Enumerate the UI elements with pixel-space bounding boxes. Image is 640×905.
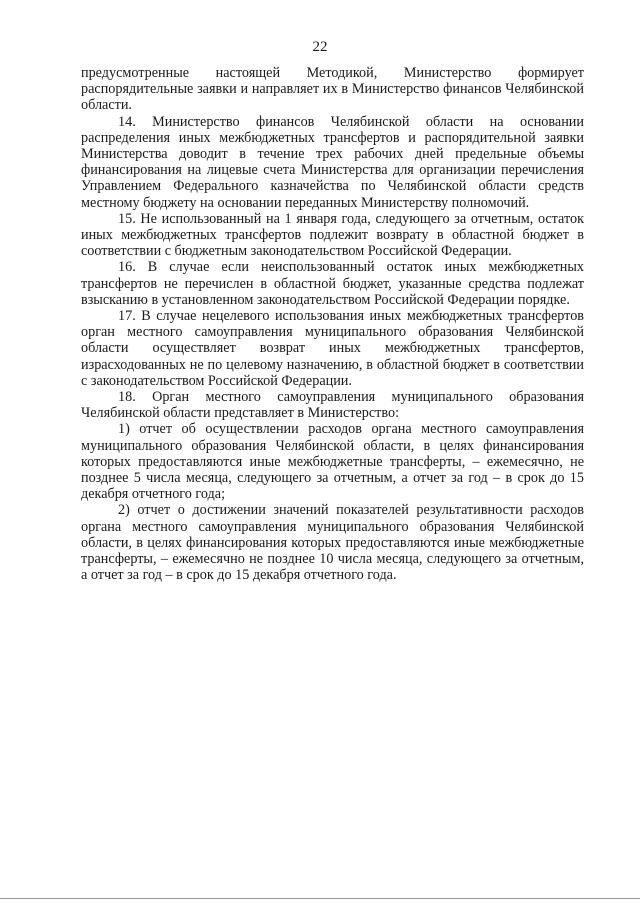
paragraph-18: 18. Орган местного самоуправления муниципального образования Челябинской области представляет в Министерство: [81, 389, 584, 422]
paragraph-15: 15. Не использованный на 1 января года, следующего за отчетным, остаток иных межбюджетных трансфертов подлежит возврату в областной бюджет в соответствии с бюджетным законодательством Российской Федерации. [81, 210, 584, 260]
paragraph-17: 17. В случае нецелевого использования иных межбюджетных трансфертов орган местного самоуправления муниципального образования Челябинской области осуществляет возврат иных межбюджетных трансфертов, израсходованных не по целевому назначению, в областной бюджет в соответствии с законодательством Российской Федерации. [81, 308, 584, 389]
document-body [81, 65, 584, 584]
paragraph-continuation: предусмотренные настоящей Методикой, Министерство формирует распорядительные заявки и направляет их в Министерство финансов Челябинской области. [81, 65, 584, 114]
paragraph-14: 14. Министерство финансов Челябинской области на основании распределения иных межбюджетных трансфертов и распорядительной заявки Министерства доводит в течение трех рабочих дней предельные объемы финансирования на лицевые счета Министерства для организации перечисления Управлением Федерального казначейства по Челябинской области средств местному бюджету на основании переданных Министерству полномочий. [81, 113, 584, 211]
paragraph-18-item-1: 1) отчет об осуществлении расходов органа местного самоуправления муниципального образования Челябинской области, в целях финансирования которых предоставляются иные межбюджетные трансферты, – ежемесячно, не позднее 5 числа месяца, следующего за отчетным, а отчет за год – в срок до 15 декабря отчетного года; [81, 421, 584, 503]
paragraph-16: 16. В случае если неиспользованный остаток иных межбюджетных трансфертов не перечислен в областной бюджет, указанные средства подлежат взысканию в установленном законодательством Российской Федерации порядке. [81, 259, 584, 308]
page-number: 22 [312, 39, 328, 55]
scan-edge-line [0, 898, 640, 899]
paragraph-18-item-2: 2) отчет о достижении значений показателей результативности расходов органа местного самоуправления муниципального образования Челябинской области, в целях финансирования которых предоставляются иные межбюджетные трансферты, – ежемесячно не позднее 10 числа месяца, следующего за отчетным, а отчет за год – в срок до 15 декабря отчетного года. [81, 502, 584, 584]
